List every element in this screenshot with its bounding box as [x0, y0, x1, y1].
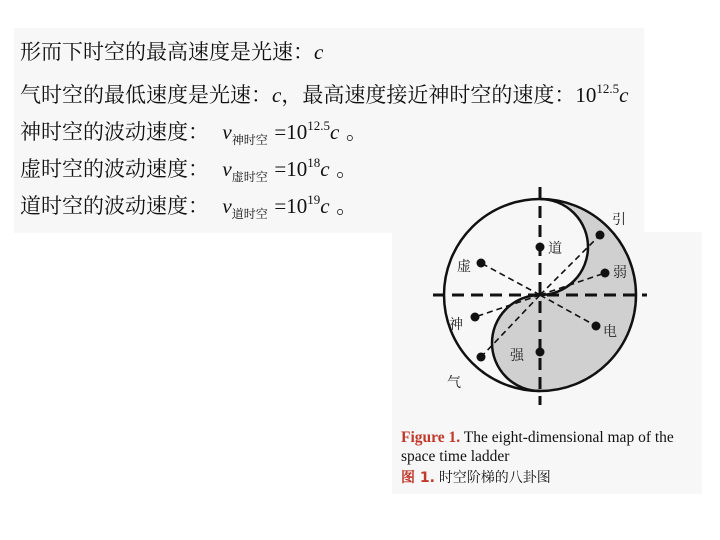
label-qi: 气 — [447, 375, 461, 391]
line-2-var2: c — [619, 83, 629, 107]
line-5-text: 道时空的波动速度： — [20, 194, 209, 218]
line-4-sub: 虚时空 — [231, 170, 268, 184]
line-3-sub: 神时空 — [231, 133, 268, 147]
caption-zh-text: 时空阶梯的八卦图 — [438, 470, 551, 486]
line-4-end: 。 — [336, 157, 358, 181]
line-5-v: v — [222, 194, 232, 218]
line-4-eq: =10 — [274, 157, 308, 181]
label-dao: 道 — [548, 241, 562, 257]
line-2-mid: ，最高速度接近神时空的速度： — [281, 83, 576, 107]
line-3-text: 神时空的波动速度： — [20, 120, 209, 144]
caption-zh-lead: 图 1. — [401, 470, 435, 486]
dot-xu — [477, 259, 486, 268]
line-3-eq: =10 — [274, 120, 308, 144]
line-5-exp: 19 — [307, 192, 321, 207]
caption-en-text: The eight-dimensional map of the space time ladder — [401, 429, 674, 465]
line-2-exp: 12.5 — [596, 81, 620, 96]
dot-ruo — [601, 269, 610, 278]
line-1-var: c — [314, 40, 324, 64]
line-3-v: v — [222, 120, 232, 144]
line-4-var: c — [320, 157, 330, 181]
ray-xu — [481, 263, 540, 295]
caption-chinese — [401, 468, 701, 488]
line-5 — [20, 184, 357, 230]
line-4-text: 虚时空的波动速度： — [20, 157, 209, 181]
line-3-exp: 12.5 — [307, 118, 330, 133]
label-dian: 电 — [603, 324, 617, 340]
dot-qi — [477, 353, 486, 362]
dot-qiang — [536, 348, 545, 357]
line-1-text: 形而下时空的最高速度是光速： — [20, 40, 314, 64]
line-4-v: v — [222, 157, 232, 181]
dot-shen — [471, 313, 480, 322]
label-qiang: 强 — [510, 348, 524, 364]
line-5-sub: 道时空 — [231, 207, 268, 221]
line-3-var: c — [329, 120, 340, 144]
line-2-text: 气时空的最低速度是光速： — [20, 83, 272, 107]
dot-dao — [536, 243, 545, 252]
line-1 — [20, 36, 323, 68]
label-shen: 神 — [449, 317, 463, 333]
line-5-var: c — [320, 194, 330, 218]
caption-en-lead: Figure 1. — [401, 429, 461, 446]
line-5-end: 。 — [336, 194, 358, 218]
line-4-exp: 18 — [307, 155, 321, 170]
line-2-var: c — [272, 83, 282, 107]
label-yin: 引 — [612, 212, 626, 228]
line-2 — [20, 73, 628, 111]
label-xu: 虚 — [457, 259, 471, 275]
caption-english — [401, 428, 701, 466]
figure-caption — [401, 428, 701, 488]
line-3-end: 。 — [346, 120, 367, 144]
line-5-eq: =10 — [274, 194, 308, 218]
dot-dian — [592, 322, 601, 331]
dot-yin — [596, 231, 605, 240]
line-2-base: 10 — [575, 83, 597, 107]
label-ruo: 弱 — [613, 265, 627, 281]
